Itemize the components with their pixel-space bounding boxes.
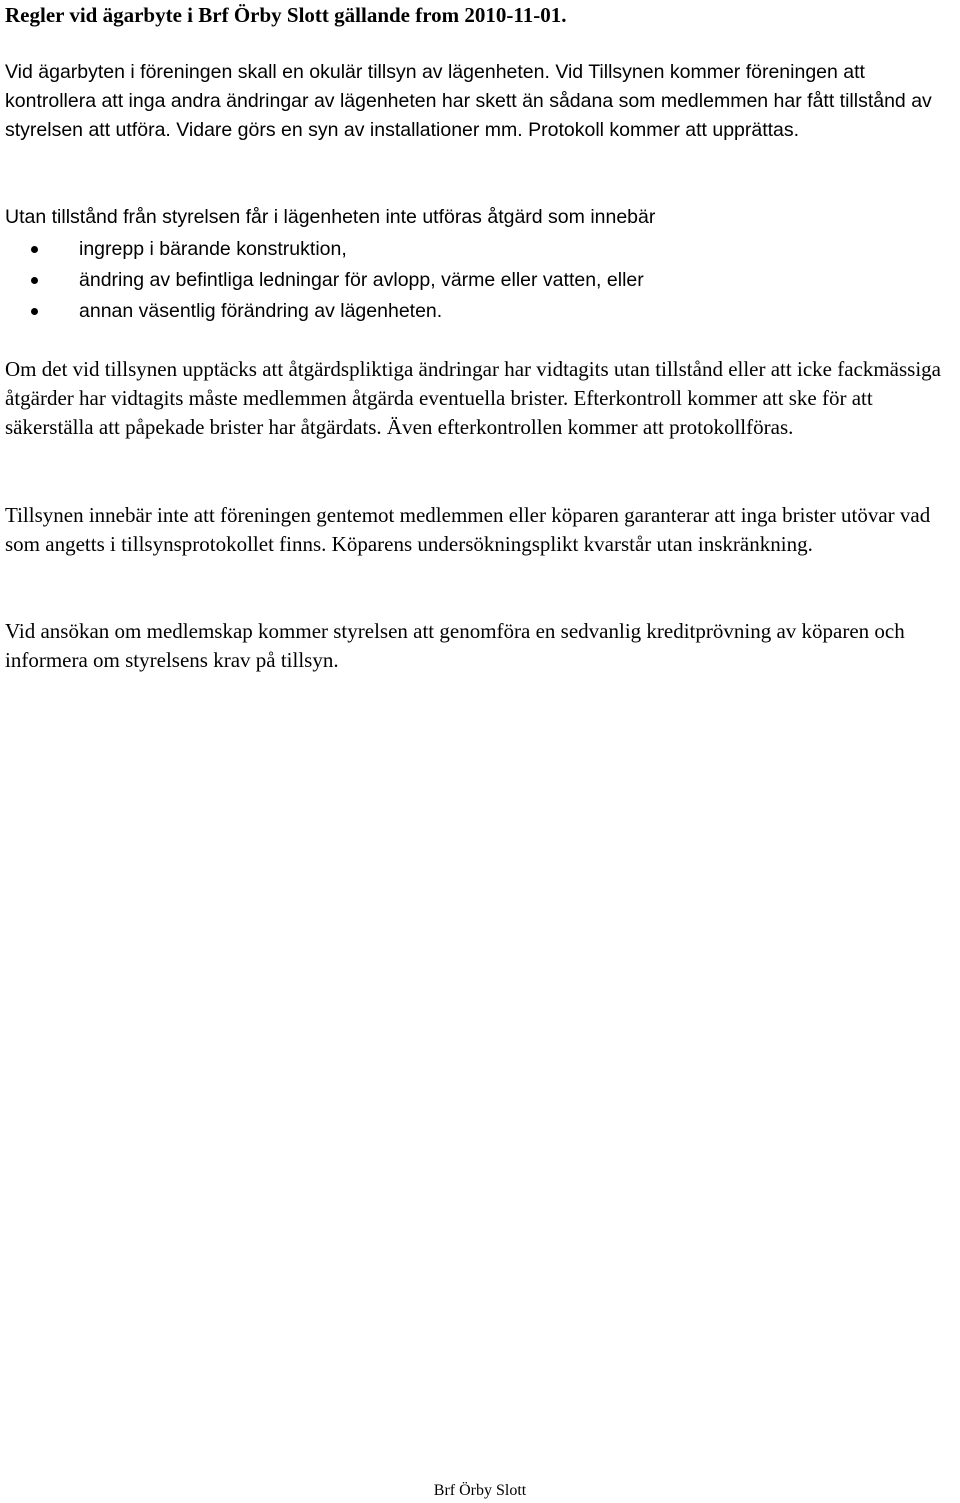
list-item-text: ändring av befintliga ledningar för avlopp, värme eller vatten, eller bbox=[79, 269, 644, 291]
intro-paragraph: Vid ägarbyten i föreningen skall en okulär tillsyn av lägenheten. Vid Tillsynen kommer föreningen att kontrollera att inga andra ändringar av lägenheten har skett än sådana som medlemmen har fått tillstånd av styrelsen att utföra. Vidare görs en syn av installationer mm. Protokoll kommer att upprättas. bbox=[5, 61, 932, 141]
list-item-text: ingrepp i bärande konstruktion, bbox=[79, 238, 347, 260]
bullet-icon bbox=[31, 277, 38, 284]
permission-intro: Utan tillstånd från styrelsen får i lägenheten inte utföras åtgärd som innebär bbox=[5, 206, 656, 228]
bullet-icon bbox=[31, 308, 38, 315]
inspection-paragraph: Om det vid tillsynen upptäcks att åtgärdspliktiga ändringar har vidtagits utan tillstånd eller att icke fackmässiga åtgärder har vidtagits måste medlemmen åtgärda eventuella brister. Efterkontroll kommer att ske för att säkerställa att påpekade brister har åtgärdats. Även efterkontrollen kommer att protokollföras. bbox=[5, 357, 941, 440]
page-footer: Brf Örby Slott bbox=[433, 1482, 527, 1499]
list-item bbox=[5, 296, 955, 327]
guarantee-paragraph: Tillsynen innebär inte att föreningen gentemot medlemmen eller köparen garanterar att inga brister utövar vad som angetts i tillsynsprotokollet finns. Köparens undersökningsplikt kvarstår utan inskränkning. bbox=[5, 503, 931, 557]
list-item bbox=[5, 265, 955, 296]
permission-list bbox=[5, 234, 955, 327]
bullet-icon bbox=[31, 246, 38, 253]
list-item-text: annan väsentlig förändring av lägenheten. bbox=[79, 300, 443, 322]
list-item bbox=[5, 234, 955, 265]
membership-paragraph: Vid ansökan om medlemskap kommer styrelsen att genomföra en sedvanlig kreditprövning av köparen och informera om styrelsens krav på tillsyn. bbox=[5, 619, 905, 673]
document-title: Regler vid ägarbyte i Brf Örby Slott gällande from 2010-11-01. bbox=[5, 3, 567, 27]
